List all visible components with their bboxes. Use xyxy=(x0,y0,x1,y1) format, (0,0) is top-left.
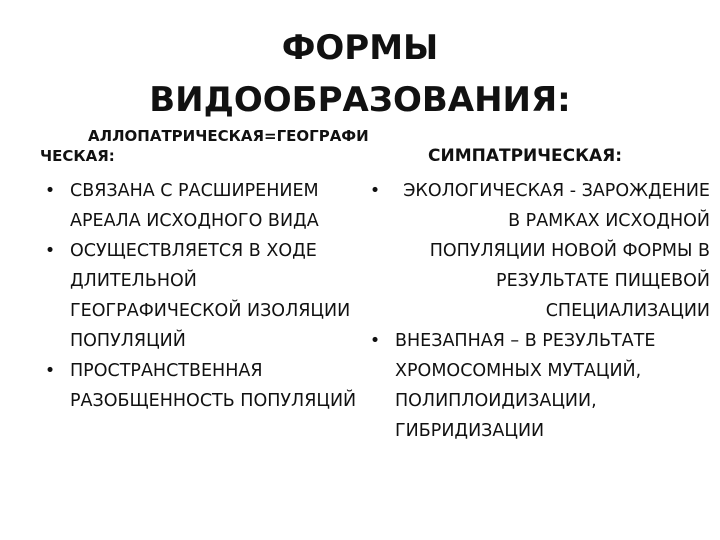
bullet-icon: • xyxy=(44,181,56,201)
bullet-icon: • xyxy=(44,361,56,381)
list-item-text: ПРОСТРАНСТВЕННАЯ РАЗОБЩЕННОСТЬ ПОПУЛЯЦИЙ xyxy=(70,361,357,411)
list-item xyxy=(365,326,710,446)
bullet-icon: • xyxy=(369,331,381,351)
list-item xyxy=(365,176,710,326)
list-item-text: ЭКОЛОГИЧЕСКАЯ - ЗАРОЖДЕНИЕ В РАМКАХ ИСХОДНОЙ ПОПУЛЯЦИИ НОВОЙ ФОРМЫ В РЕЗУЛЬТАТЕ ПИЩЕВОЙ СПЕЦИАЛИЗАЦИИ xyxy=(403,181,710,321)
bullet-icon: • xyxy=(44,241,56,261)
slide-title-line-1: ФОРМЫ xyxy=(281,28,439,68)
slide-title xyxy=(0,22,720,126)
list-item xyxy=(40,236,370,356)
allopatric-heading: АЛЛОПАТРИЧЕСКАЯ=ГЕОГРАФИЧЕСКАЯ: xyxy=(40,127,369,165)
list-item-text: СВЯЗАНА С РАСШИРЕНИЕМ АРЕАЛА ИСХОДНОГО ВИДА xyxy=(70,181,319,231)
sympatric-heading: СИМПАТРИЧЕСКАЯ: xyxy=(428,146,623,166)
bullet-icon: • xyxy=(369,181,381,201)
slide-title-line-2: ВИДООБРАЗОВАНИЯ: xyxy=(149,80,571,120)
list-item xyxy=(40,176,370,236)
list-item-text: ВНЕЗАПНАЯ – В РЕЗУЛЬТАТЕ ХРОМОСОМНЫХ МУТАЦИЙ, ПОЛИПЛОИДИЗАЦИИ, ГИБРИДИЗАЦИИ xyxy=(395,331,656,441)
list-item xyxy=(40,356,370,416)
sympatric-list xyxy=(365,176,710,446)
allopatric-list xyxy=(40,176,370,416)
list-item-text: ОСУЩЕСТВЛЯЕТСЯ В ХОДЕ ДЛИТЕЛЬНОЙ ГЕОГРАФИЧЕСКОЙ ИЗОЛЯЦИИ ПОПУЛЯЦИЙ xyxy=(70,241,351,351)
